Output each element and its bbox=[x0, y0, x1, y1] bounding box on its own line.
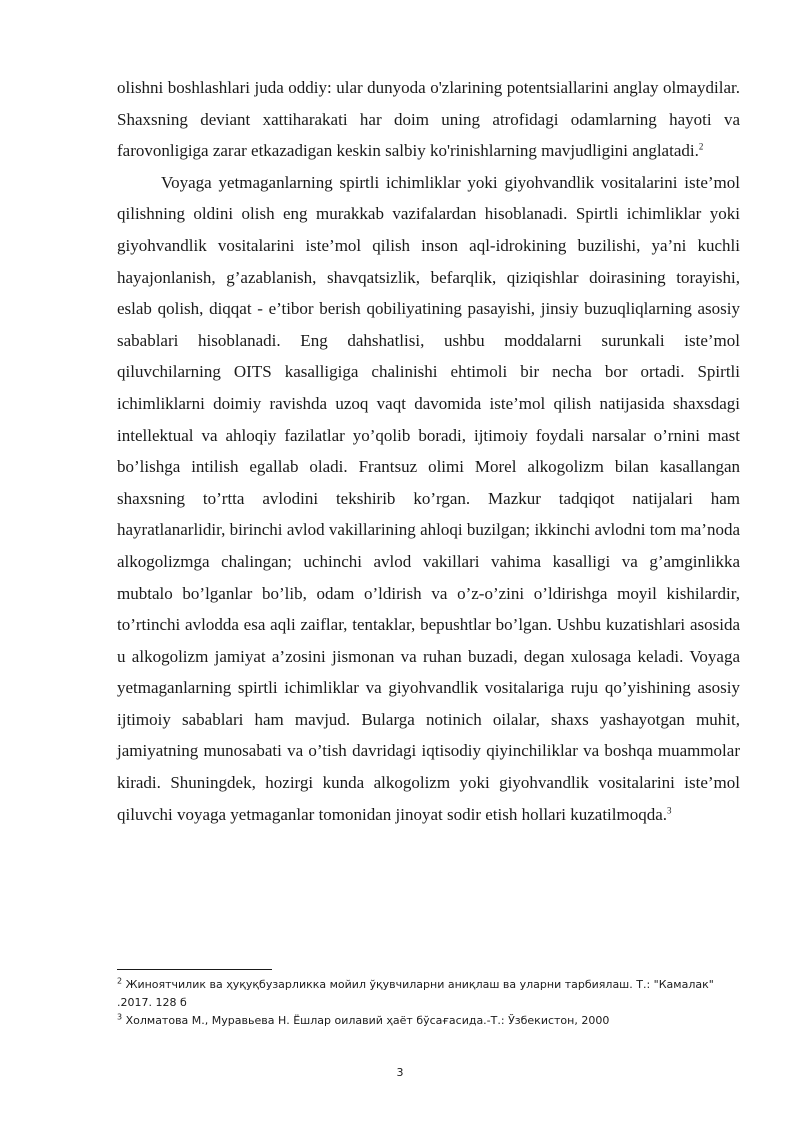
footnote-marker-2: 2 bbox=[117, 976, 123, 986]
body-text bbox=[117, 72, 740, 830]
footnote-3 bbox=[117, 1012, 740, 1030]
footnote-separator bbox=[117, 969, 272, 970]
footnote-3-text: Холматова М., Муравьева Н. Ёшлар оилавий ҳаёт бўсағасида.-Т.: Ўзбекистон, 2000 bbox=[125, 1014, 610, 1027]
paragraph-main bbox=[117, 167, 740, 830]
footnote-marker-3: 3 bbox=[117, 1012, 123, 1022]
footnotes bbox=[117, 976, 740, 1030]
page-number: 3 bbox=[396, 1066, 404, 1079]
footnote-2-text: Жиноятчилик ва ҳуқуқбузарликка мойил ўқувчиларни аниқлаш ва уларни тарбиялаш. Т.: "Камалак" .2017. 128 б bbox=[117, 978, 714, 1009]
footnote-ref-2[interactable]: 2 bbox=[698, 141, 704, 152]
paragraph-continuation bbox=[117, 72, 740, 167]
footnote-ref-3[interactable]: 3 bbox=[667, 805, 672, 815]
paragraph-2-text: Voyaga yetmaganlarning spirtli ichimliklar yoki giyohvandlik vositalarini iste’mol qilishning oldini olish eng murakkab vazifalardan hisoblanadi. Spirtli ichimliklar yoki giyohvandlik vositalarini iste’mol qilish inson aql-idrokining buzilishi, ya’ni kuchli hayajonlanish, g’azablanish, shavqatsizlik, befarqlik, qiziqishlar doirasining torayishi, eslab qolish, diqqat - e’tibor berish qobiliyatining pasayishi, jinsiy buzuqliqlarning asosiy sabablari hisoblanadi. Eng dahshatlisi, ushbu moddalarni surunkali iste’mol qiluvchilarning OITS kasalligiga chalinishi ehtimoli bir necha bor ortadi. Spirtli ichimliklarni doimiy ravishda uzoq vaqt davomida iste’mol qilish natijasida shaxsdagi intellektual va ahloqiy fazilatlar yo’qolib boradi, ijtimoiy foydali narsalar o’rnini mast bo’lishga intilish egallab oladi. Frantsuz olimi Morel alkogolizm bilan kasallangan shaxsning to’rtta avlodini tekshirib ko’rgan. Mazkur tadqiqot natijalari ham hayratlanarlidir, birinchi avlod vakillarining ahloqi buzilgan; ikkinchi avlodni tom ma’noda alkogolizmga chalingan; uchinchi avlod vakillari vahima kasalligi va g’amginlikka mubtalo bo’lganlar bo’lib, odam o’ldirish va o’z-o’zini o’ldirishga moyil kishilardir, to’rtinchi avlodda esa aqli zaiflar, tentaklar, bepushtlar bo’lgan. Ushbu kuzatishlari asosida u alkogolizm jamiyat a’zosini jismonan va ruhan buzadi, degan xulosaga keladi. Voyaga yetmaganlarning spirtli ichimliklar va giyohvandlik vositalariga ruju qo’yishining asosiy ijtimoiy sabablari ham mavjud. Bularga notinich oilalar, shaxs yashayotgan muhit, jamiyatning munosabati va o’tish davridagi iqtisodiy qiyinchiliklar va boshqa muammolar kiradi. Shuningdek, hozirgi kunda alkogolizm yoki giyohvandlik vositalarini iste’mol qiluvchi voyaga yetmaganlar tomonidan jinoyat sodir etish hollari kuzatilmoqda. bbox=[117, 172, 740, 824]
footnote-2 bbox=[117, 976, 740, 1012]
paragraph-1-text: olishni boshlashlari juda oddiy: ular dunyoda o'zlarining potentsiallarini anglay olmaydilar. Shaxsning deviant xattiharakati har doim uning atrofidagi odamlarning hayoti va farovonligiga zarar etkazadigan keskin salbiy ko'rinishlarning mavjudligini anglatadi. bbox=[117, 78, 740, 161]
